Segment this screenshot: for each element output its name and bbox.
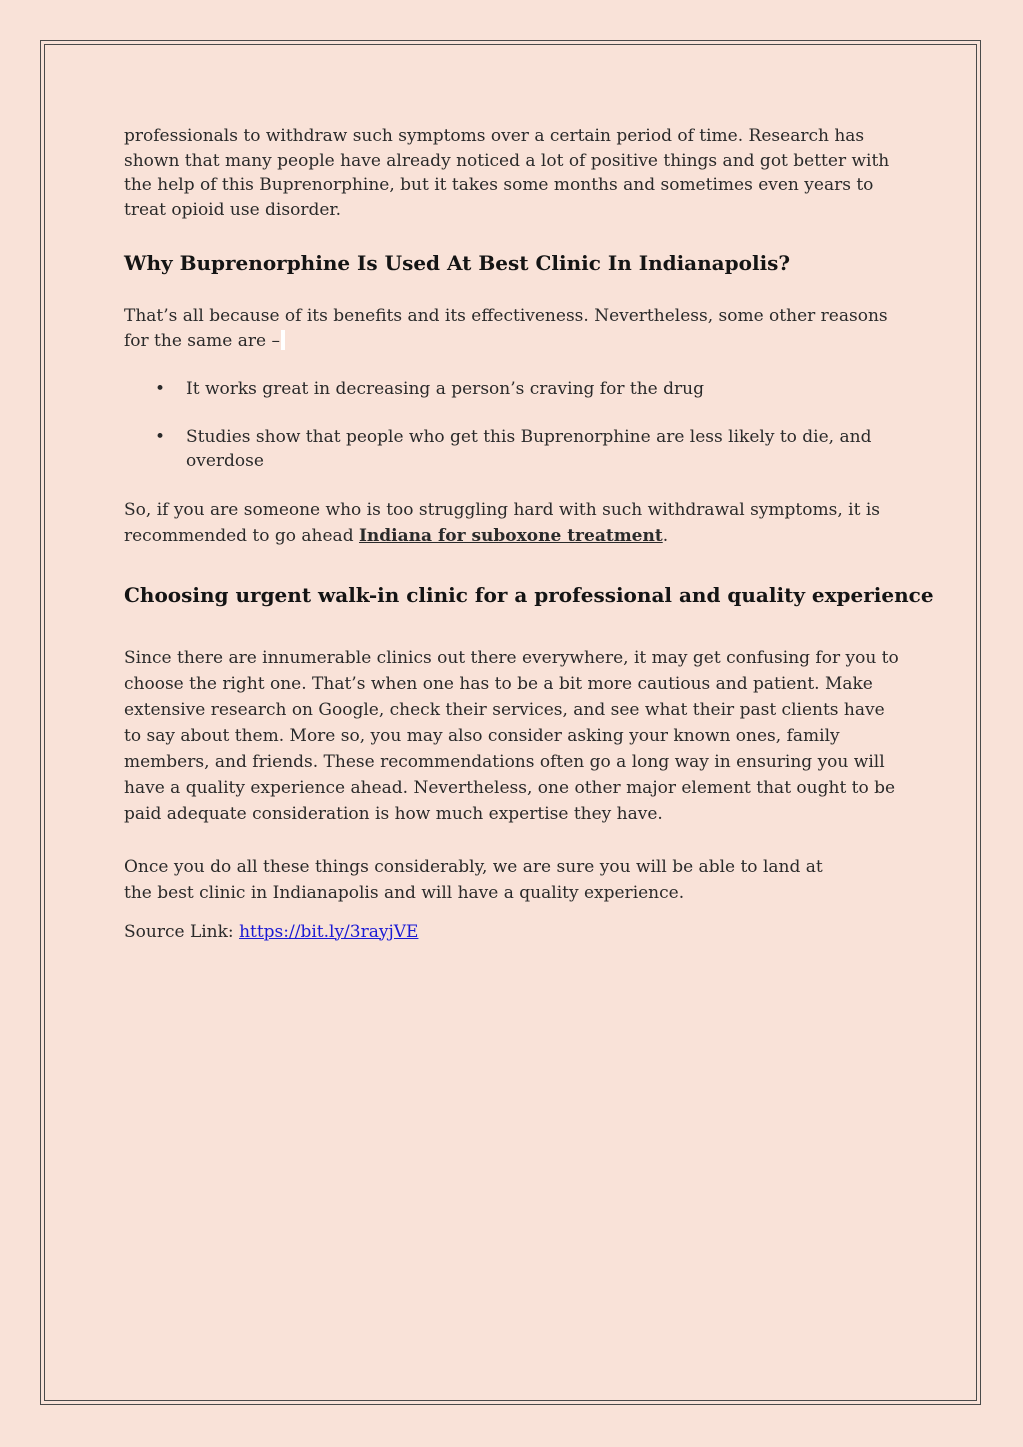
list-item (124, 425, 904, 474)
source-link[interactable]: https://bit.ly/3rayjVE (239, 921, 419, 942)
reasons-list (124, 377, 904, 474)
text-cursor (281, 330, 285, 350)
closing-period: . (662, 525, 669, 546)
intro-paragraph: professionals to withdraw such symptoms over a certain period of time. Research has shown that many people have already noticed a lot of positive things and got better with the help of this Buprenorphine, but it takes some months and sometimes even years to treat opioid use disorder. (124, 126, 890, 220)
closing-paragraph (124, 497, 904, 549)
source-label: Source Link: (124, 921, 240, 942)
section-lead-paragraph (124, 304, 904, 353)
conclusion-line-1: Once you do all these things considerably, we are sure you will be able to land at (124, 856, 823, 877)
source-line (124, 920, 904, 945)
list-item (124, 377, 904, 402)
closing-text: So, if you are someone who is too struggling hard with such withdrawal symptoms, it is recommended to go ahead (124, 499, 880, 546)
section-heading-walk-in-clinic: Choosing urgent walk-in clinic for a professional and quality experience (124, 582, 934, 607)
conclusion-paragraph (124, 854, 904, 906)
suboxone-treatment-link[interactable]: Indiana for suboxone treatment (358, 525, 663, 546)
bullet-icon: • (155, 426, 166, 447)
list-item-text: Studies show that people who get this Buprenorphine are less likely to die, and overdose (186, 426, 872, 471)
conclusion-line-2: the best clinic in Indianapolis and will have a quality experience. (124, 882, 685, 903)
bullet-icon: • (155, 379, 166, 399)
section-lead-text: That’s all because of its benefits and its effectiveness. Nevertheless, some other reasons for the same are – (124, 306, 888, 351)
section-heading-buprenorphine: Why Buprenorphine Is Used At Best Clinic In Indianapolis? (124, 251, 791, 275)
document-body (124, 124, 934, 944)
list-item-text: It works great in decreasing a person’s craving for the drug (186, 379, 704, 399)
choosing-clinic-paragraph: Since there are innumerable clinics out there everywhere, it may get confusing for you to choose the right one. That’s when one has to be a bit more cautious and patient. Make extensive research on Google, check their services, and see what their past clients have to say about them. More so, you may also consider asking your known ones, family members, and friends. These recommendations often go a long way in ensuring you will have a quality experience ahead. Nevertheless, one other major element that ought to be paid adequate consideration is how much expertise they have. (124, 647, 899, 824)
